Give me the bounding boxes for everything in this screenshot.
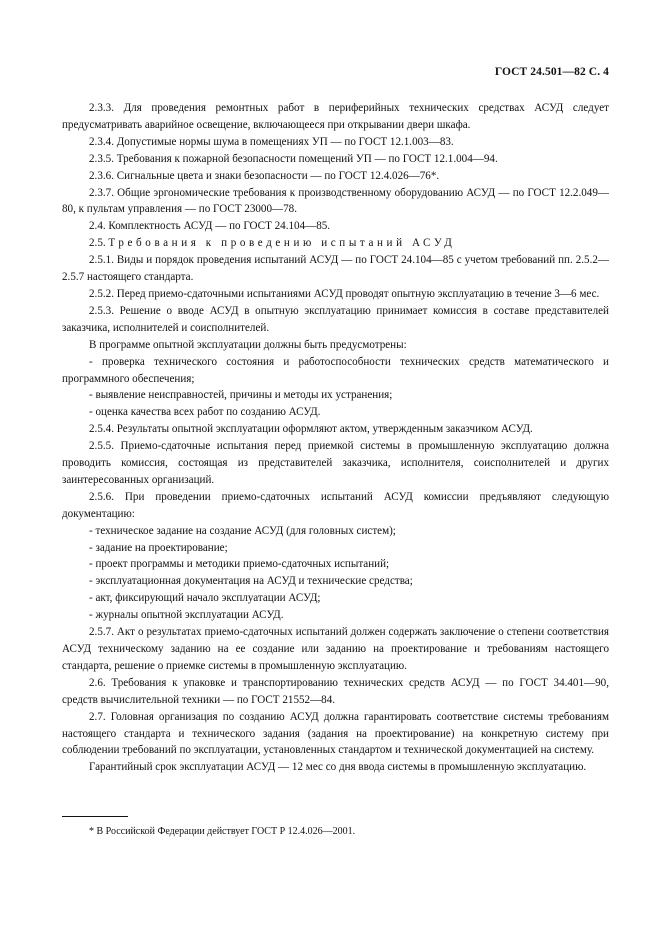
paragraph: 2.3.4. Допустимые нормы шума в помещениях УП — по ГОСТ 12.1.003—83. <box>89 135 454 148</box>
list-item: - задание на проектирование; <box>89 541 228 554</box>
paragraph: 2.3.3. Для проведения ремонтных работ в периферийных технических средствах АСУД следует предусматривать аварийное освещение, включающееся при открывании двери шкафа. <box>62 102 609 131</box>
paragraph: 2.5.4. Результаты опытной эксплуатации оформляют актом, утвержденным заказчиком АСУД. <box>89 423 533 436</box>
list-item: - оценка качества всех работ по созданию АСУД. <box>89 406 321 419</box>
paragraph: 2.5.7. Акт о результатах приемо-сдаточных испытаний должен содержать заключение о степени соответствия АСУД техническому заданию на ее создание или заданию на проектирование и требованиям настоящего стандарта, решение о приемке системы в промышленную эксплуатацию. <box>62 626 609 672</box>
paragraph: 2.3.7. Общие эргономические требования к производственному оборудованию АСУД — по ГОСТ 12.2.049—80, к пультам управления — по ГОСТ 23000—78. <box>62 186 609 216</box>
paragraph: 2.5.6. При проведении приемо-сдаточных испытаний АСУД комиссии предъявляют следующую документацию: <box>62 490 609 520</box>
paragraph: 2.5.3. Решение о вводе АСУД в опытную эксплуатацию принимает комиссия в составе представителей заказчика, исполнителей и соисполнителей. <box>62 304 609 334</box>
list-item: - журналы опытной эксплуатации АСУД. <box>89 609 284 622</box>
list-item: - акт, фиксирующий начало эксплуатации АСУД; <box>89 592 321 605</box>
paragraph: 2.3.5. Требования к пожарной безопасности помещений УП — по ГОСТ 12.1.004—94. <box>89 152 498 165</box>
section-title: Требования к проведению испытаний АСУД <box>108 237 456 250</box>
paragraph: 2.4. Комплектность АСУД — по ГОСТ 24.104—85. <box>89 220 331 233</box>
paragraph: 2.7. Головная организация по созданию АСУД должна гарантировать соответствие системы требованиям настоящего стандарта и технического задания (задания на проектирование) на конкретную систему при соблюдении требований по эксплуатации, установленных стандартом и технической документацией на систему. <box>62 710 609 757</box>
footnote: * В Российской Федерации действует ГОСТ Р 12.4.026—2001. <box>89 826 356 837</box>
paragraph: 2.5.5. Приемо-сдаточные испытания перед приемкой системы в промышленную эксплуатацию должна проводить комиссия, состоящая из представителей заказчика, исполнителя, соисполнителей и других заинтересованных организаций. <box>62 440 609 486</box>
list-item: - проверка технического состояния и работоспособности технических средств математического и программного обеспечения; <box>62 355 609 385</box>
paragraph: 2.5.1. Виды и порядок проведения испытаний АСУД — по ГОСТ 24.104—85 с учетом требований пп. 2.5.2—2.5.7 настоящего стандарта. <box>62 254 609 284</box>
paragraph: В программе опытной эксплуатации должны быть предусмотрены: <box>89 338 407 351</box>
list-item: - выявление неисправностей, причины и методы их устранения; <box>89 389 393 402</box>
paragraph: 2.6. Требования к упаковке и транспортированию технических средств АСУД — по ГОСТ 34.401—90, средств вычислительной техники — по ГОСТ 21552—84. <box>62 676 609 706</box>
paragraph: 2.5.2. Перед приемо-сдаточными испытаниями АСУД проводят опытную эксплуатацию в течение 3—6 мес. <box>89 287 600 300</box>
page-header: ГОСТ 24.501—82 С. 4 <box>494 66 609 78</box>
section-number: 2.5. <box>89 237 106 250</box>
list-item: - проект программы и методики приемо-сдаточных испытаний; <box>89 558 390 571</box>
paragraph: 2.3.6. Сигнальные цвета и знаки безопасности — по ГОСТ 12.4.026—76*. <box>89 169 440 182</box>
footnote-divider <box>62 816 128 817</box>
section-heading <box>62 235 609 252</box>
list-item: - эксплуатационная документация на АСУД и технические средства; <box>89 575 413 588</box>
document-body <box>62 100 609 776</box>
paragraph: Гарантийный срок эксплуатации АСУД — 12 мес со дня ввода системы в промышленную эксплуатацию. <box>89 761 587 774</box>
list-item: - техническое задание на создание АСУД (для головных систем); <box>89 524 396 537</box>
